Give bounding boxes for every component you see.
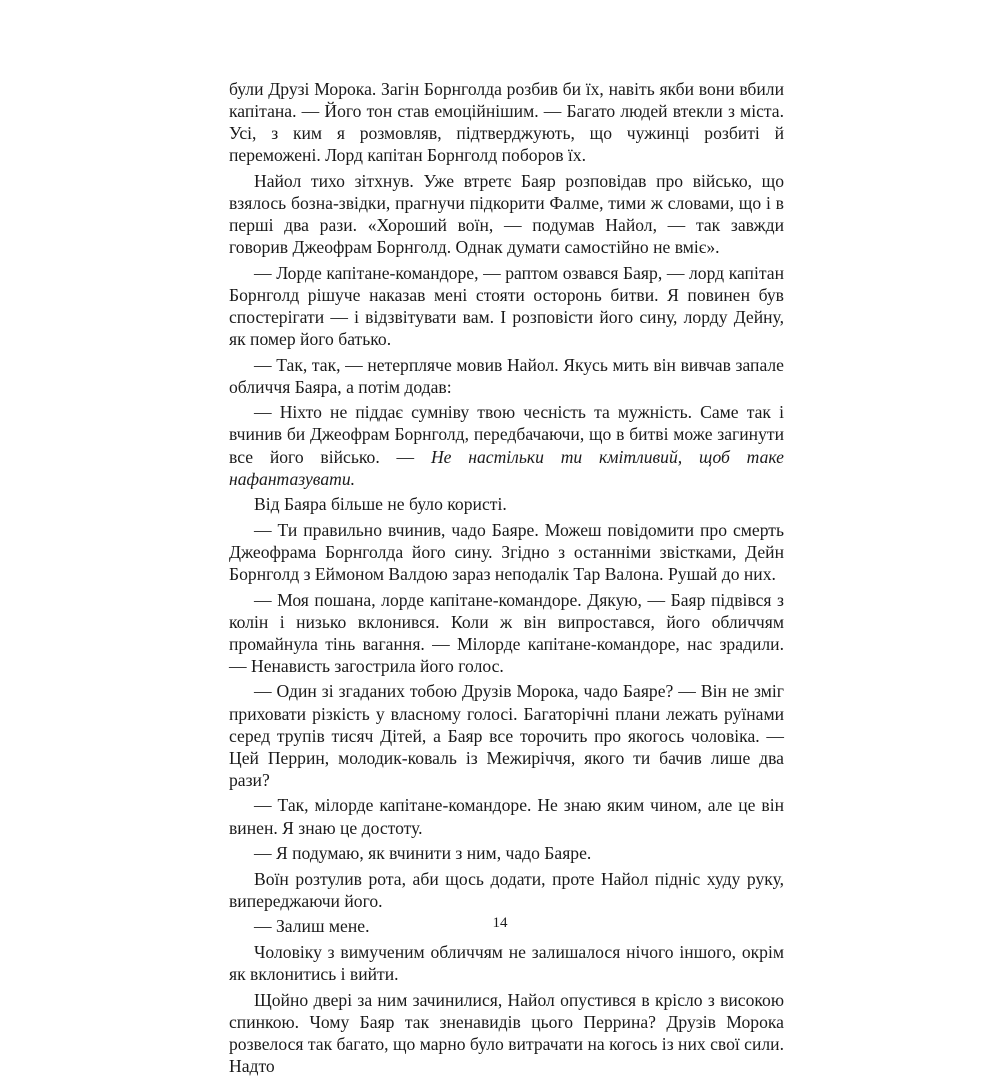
paragraph: — Ти правильно вчинив, чадо Баяре. Можеш повідомити про смерть Джеофрама Борнголда його сину. Згідно з останніми звістками, Дейн Борнголд з Еймоном Валдою зараз неподалік Тар Валона. Рушай до них. bbox=[229, 519, 784, 584]
paragraph: були Друзі Морока. Загін Борнголда розбив би їх, навіть якби вони вбили капітана. — Його тон став емоційнішим. — Багато людей втекли з міста. Усі, з ким я розмовляв, підтверджують, що чужинці розбиті й переможені. Лорд капітан Борнголд поборов їх. bbox=[229, 79, 784, 166]
paragraph: Від Баяра більше не було користі. bbox=[254, 494, 507, 515]
paragraph: — Один зі згаданих тобою Друзів Морока, чадо Баяре? — Він не зміг приховати різкість у власному голосі. Багаторічні плани лежать руїнами серед трупів тисяч Дітей, а Баяр все торочить про якогось чоловіка. — Цей Перрин, молодик-коваль із Межиріччя, якого ти бачив лише два рази? bbox=[229, 681, 784, 790]
paragraph: Воїн розтулив рота, аби щось додати, проте Найол підніс худу руку, випереджаючи його. bbox=[229, 868, 784, 911]
italic-thought: Не настільки ти кмітливий, щоб таке нафантазувати. bbox=[229, 446, 784, 489]
paragraph: — Я подумаю, як вчинити з ним, чадо Баяре. bbox=[254, 843, 592, 864]
paragraph: — Лорде капітане-командоре, — раптом озвався Баяр, — лорд капітан Борнголд рішуче наказав мені стояти осторонь битви. Я повинен був спостерігати — і відзвітувати вам. І розповісти його сину, лорду Дейну, як помер його батько. bbox=[229, 262, 784, 350]
paragraph: Найол тихо зітхнув. Уже втретє Баяр розповідав про військо, що взялось бозна-звідки, прагнучи підкорити Фалме, тими ж словами, що і в перші два рази. «Хороший воїн, — подумав Найол, — так завжди говорив Джеофрам Борнголд. Однак думати самостійно не вміє». bbox=[229, 170, 784, 258]
paragraph: Чоловіку з вимученим обличчям не залишалося нічого іншого, окрім як вклонитись і вийти. bbox=[229, 941, 784, 985]
paragraph-with-thought bbox=[229, 401, 784, 489]
paragraph: — Так, мілорде капітане-командоре. Не знаю яким чином, але це він винен. Я знаю це достоту. bbox=[229, 795, 784, 838]
page-number: 14 bbox=[492, 915, 508, 931]
paragraph: — Моя пошана, лорде капітане-командоре. Дякую, — Баяр підвівся з колін і низько вклонився. Коли ж він випростався, його обличчям промайнула тінь вагання. — Мілорде капітане-командоре, нас зрадили. — Ненависть загострила його голос. bbox=[229, 589, 784, 676]
paragraph: — Так, так, — нетерпляче мовив Найол. Якусь мить він вивчав запале обличчя Баяра, а потім додав: bbox=[229, 354, 784, 397]
paragraph-text: — Ніхто не піддає сумніву твою чесність та мужність. Саме так і вчинив би Джеофрам Борнголд, передбачаючи, що в битві може загинути все його військо. — bbox=[229, 402, 784, 467]
paragraph: Щойно двері за ним зачинилися, Найол опустився в крісло з високою спинкою. Чому Баяр так зненавидів цього Перрина? Друзів Морока розвелося так багато, що марно було витрачати на когось із них свої сили. Надто bbox=[229, 989, 784, 1076]
paragraph: — Залиш мене. bbox=[254, 916, 370, 937]
